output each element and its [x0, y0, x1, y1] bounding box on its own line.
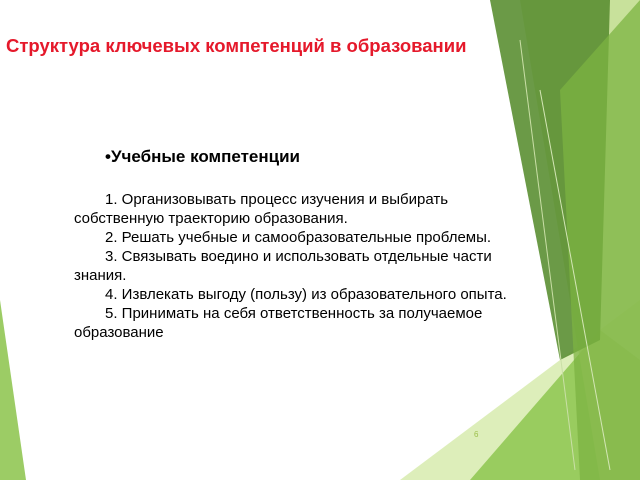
section-heading: •Учебные компетенции: [105, 147, 301, 166]
list-item: 2. Решать учебные и самообразовательные проблемы.: [105, 229, 492, 246]
competency-list: [74, 190, 530, 342]
slide-title: Структура ключевых компетенций в образовании: [6, 35, 467, 56]
list-item: 1. Организовывать процесс изучения и выбирать собственную траекторию образования.: [74, 191, 449, 227]
list-item: 4. Извлекать выгоду (пользу) из образовательного опыта.: [105, 286, 507, 303]
list-item: 3. Связывать воедино и использовать отдельные части знания.: [74, 248, 492, 284]
left-green-sliver: [0, 300, 26, 480]
list-item: 5. Принимать на себя ответственность за получаемое образование: [74, 305, 483, 341]
page-number: 6: [474, 430, 479, 439]
